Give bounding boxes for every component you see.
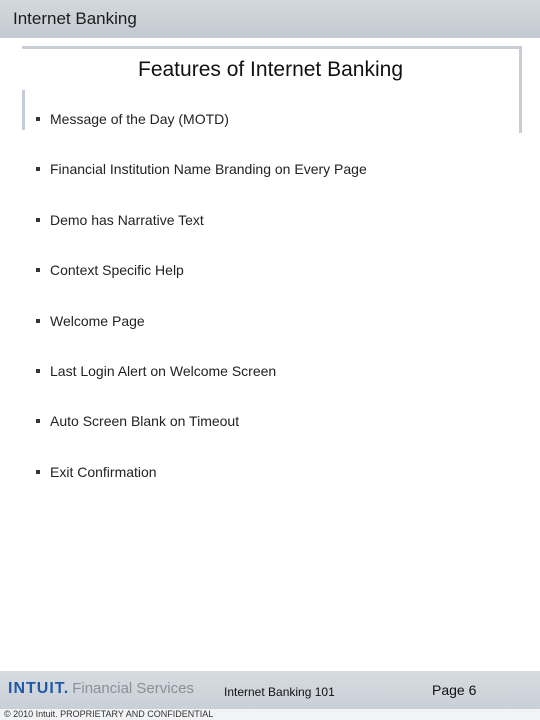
list-item-label: Demo has Narrative Text xyxy=(50,212,204,228)
header-title: Internet Banking xyxy=(13,9,137,28)
bullet-icon xyxy=(36,369,40,373)
copyright-notice: © 2010 Intuit. PROPRIETARY AND CONFIDENTIAL xyxy=(4,709,214,719)
list-item xyxy=(36,111,229,127)
list-item xyxy=(36,363,276,379)
list-item xyxy=(36,262,184,278)
list-item-label: Exit Confirmation xyxy=(50,464,157,480)
bullet-icon xyxy=(36,218,40,222)
list-item-label: Context Specific Help xyxy=(50,262,184,278)
course-title: Internet Banking 101 xyxy=(224,685,335,699)
list-item xyxy=(36,161,367,177)
list-item xyxy=(36,212,204,228)
header-bar xyxy=(0,0,540,38)
list-item-label: Auto Screen Blank on Timeout xyxy=(50,413,240,429)
list-item-label: Message of the Day (MOTD) xyxy=(50,111,229,127)
logo-wordmark: INTUIT. xyxy=(8,680,70,697)
bullet-icon xyxy=(36,470,40,474)
list-item xyxy=(36,313,145,329)
page-number: Page 6 xyxy=(432,682,477,698)
bullet-icon xyxy=(36,167,40,171)
bullet-icon xyxy=(36,419,40,423)
list-item-label: Welcome Page xyxy=(50,313,145,329)
logo-subtitle: Financial Services xyxy=(72,680,194,697)
list-item xyxy=(36,464,157,480)
bullet-icon xyxy=(36,117,40,121)
list-item xyxy=(36,413,239,429)
list-item-label: Financial Institution Name Branding on Every Page xyxy=(50,161,367,177)
list-item-label: Last Login Alert on Welcome Screen xyxy=(50,363,277,379)
intuit-logo xyxy=(8,680,194,700)
title-frame-left-rule xyxy=(22,90,25,130)
bullet-icon xyxy=(36,319,40,323)
page-title: Features of Internet Banking xyxy=(138,58,403,81)
bullet-icon xyxy=(36,268,40,272)
